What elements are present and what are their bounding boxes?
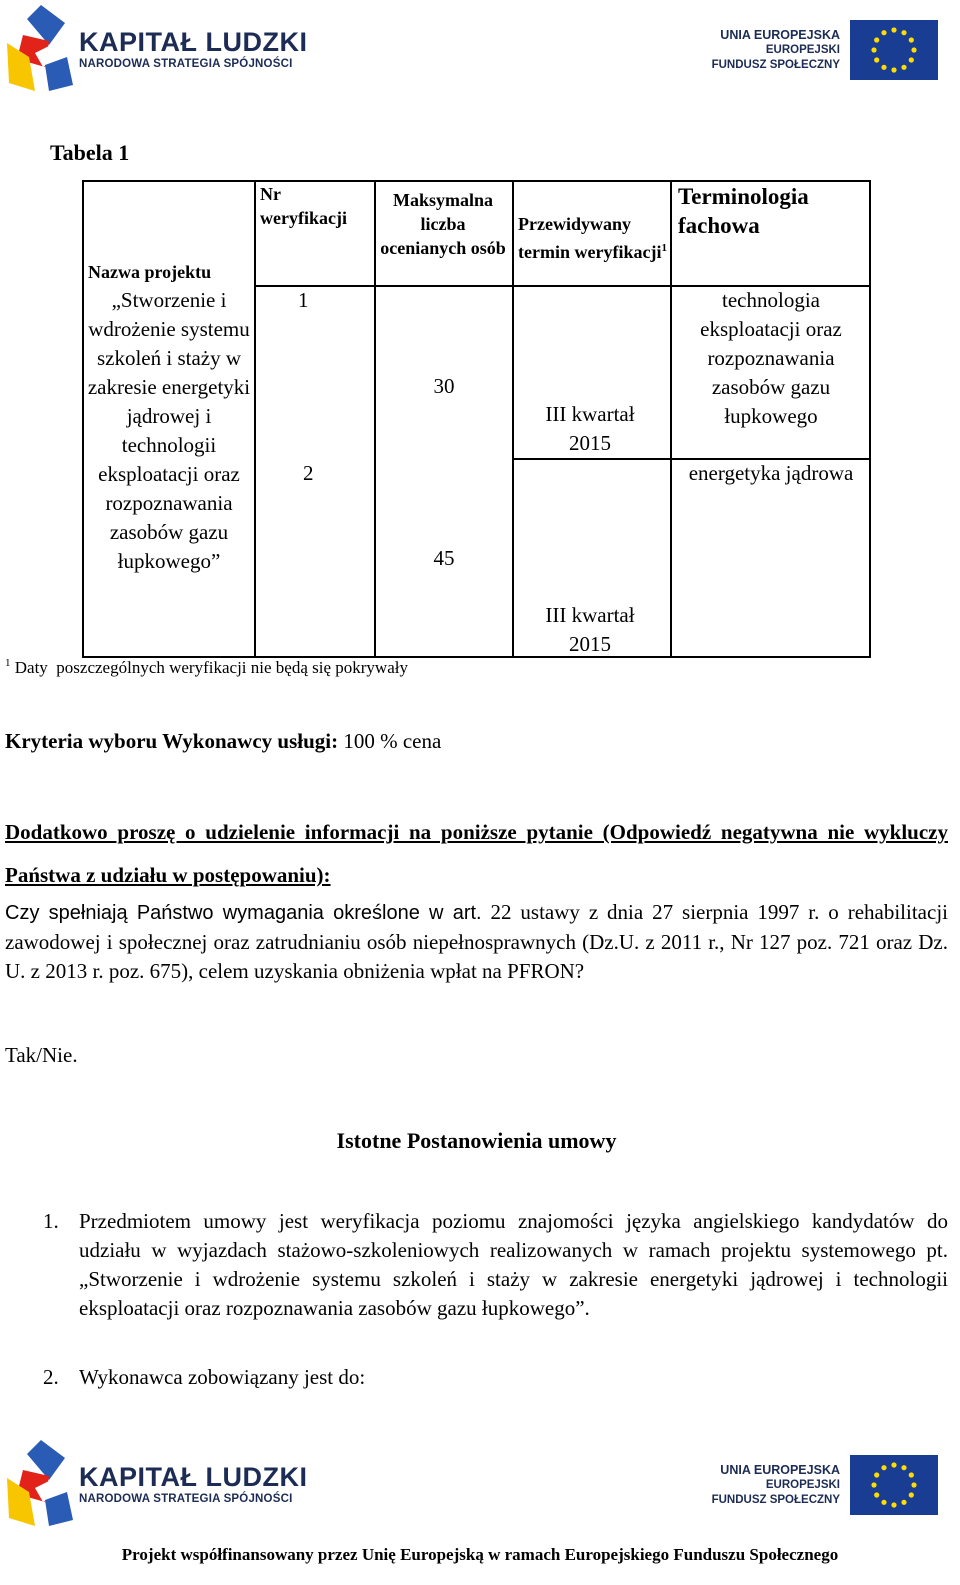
question-text-sans: Czy spełniają Państwo wymagania określone w art. <box>5 902 482 924</box>
criteria-line <box>5 727 948 756</box>
table-title: Tabela 1 <box>50 140 130 165</box>
footer-eu-flag-icon <box>850 1455 938 1515</box>
row-1-max: 30 <box>433 374 455 398</box>
project-name-cell: „Stworzenie i wdrożenie systemu szkoleń i staży w zakresie energetyki jądrowej i technologii eksploatacji oraz rozpoznawania zasobów gazu łupkowego” <box>87 288 251 573</box>
row-2-max: 45 <box>433 546 455 570</box>
footer-kapital-ludzki-emblem-icon <box>5 1440 75 1528</box>
question-answer: Tak/Nie. <box>5 1043 78 1067</box>
contract-item-1-num: 1. <box>43 1209 59 1233</box>
header-term-footnote-mark: 1 <box>661 242 667 254</box>
kl-title: KAPITAŁ LUDZKI <box>79 27 308 57</box>
eu-flag-icon <box>850 20 938 80</box>
criteria-label: Kryteria wyboru Wykonawcy usługi: <box>5 729 339 753</box>
footer-eu-line-2: EUROPEJSKI <box>765 1478 840 1491</box>
footnote-mark: 1 <box>5 657 11 669</box>
header-verification-nr: Nr weryfikacji <box>260 184 347 228</box>
contract-item-2-text: Wykonawca zobowiązany jest do: <box>79 1365 366 1389</box>
footer-kapital-ludzki-logo <box>5 1440 307 1528</box>
header-project-name: Nazwa projektu <box>88 262 212 282</box>
row-1-terminology: technologia eksploatacji oraz rozpoznawania zasobów gazu łupkowego <box>700 288 842 428</box>
eu-line-1: UNIA EUROPEJSKA <box>720 27 840 42</box>
eu-logo <box>712 20 938 80</box>
footer-eu-line-3: FUNDUSZ SPOŁECZNY <box>711 1493 840 1506</box>
kl-subtitle: NARODOWA STRATEGIA SPÓJNOŚCI <box>79 58 293 70</box>
question-heading: Dodatkowo proszę o udzielenie informacji na poniższe pytanie (Odpowiedź negatywna nie wykluczy Państwa z udziału w postępowaniu): <box>5 820 948 887</box>
row-1-term: III kwartał 2015 <box>545 402 635 455</box>
kapital-ludzki-logo <box>5 5 307 93</box>
contract-item-1 <box>43 1207 948 1323</box>
header-planned-term: Przewidywany termin weryfikacji$^1$ <box>518 214 667 262</box>
contract-item-1-text: Przedmiotem umowy jest weryfikacja poziomu znajomości języka angielskiego kandydatów do udziału w wyjazdach stażowo-szkoleniowych realizowanych w ramach projektu systemowego pt. „Stworzenie i wdrożenie systemu szkoleń i staży w zakresie energetyki jądrowej i technologii eksploatacji oraz rozpoznawania zasobów gazu łupkowego”. <box>79 1209 948 1320</box>
contract-heading: Istotne Postanowienia umowy <box>336 1128 617 1153</box>
eu-line-2: EUROPEJSKI <box>765 43 840 56</box>
contract-item-2 <box>43 1363 948 1392</box>
footer-eu-logo <box>712 1455 938 1515</box>
criteria-value: 100 % cena <box>343 729 442 753</box>
footer-kl-title: KAPITAŁ LUDZKI <box>79 1462 308 1492</box>
row-1-nr: 1 <box>298 288 309 312</box>
footer-kl-subtitle: NARODOWA STRATEGIA SPÓJNOŚCI <box>79 1493 293 1505</box>
footnote-text: Daty poszczególnych weryfikacji nie będą się pokrywały <box>14 658 408 677</box>
header-terminology: Terminologia fachowa <box>678 184 809 238</box>
question-text-rest: 22 ustawy z dnia 27 sierpnia 1997 r. o rehabilitacji zawodowej i społecznej oraz zatrudnianiu osób niepełnosprawnych (Dz.U. z 2011 r., Nr 127 poz. 721 oraz Dz. U. z 2013 r. poz. 675), celem uzyskania obniżenia wpłat na PFRON? <box>5 900 948 983</box>
footer-eu-line-1: UNIA EUROPEJSKA <box>720 1462 840 1477</box>
footer-cofinancing-text: Projekt współfinansowany przez Unię Europejską w ramach Europejskiego Funduszu Społecznego <box>121 1545 839 1564</box>
table-footnote <box>5 657 408 678</box>
eu-line-3: FUNDUSZ SPOŁECZNY <box>711 58 840 71</box>
row-2-nr: 2 <box>303 461 314 485</box>
row-2-term: III kwartał 2015 <box>545 603 635 656</box>
contract-item-2-num: 2. <box>43 1365 59 1389</box>
header-max-persons: Maksymalna liczba ocenianych osób <box>380 190 506 258</box>
row-2-terminology: energetyka jądrowa <box>688 461 854 485</box>
question-text <box>5 898 948 986</box>
kapital-ludzki-emblem-icon <box>5 5 75 93</box>
